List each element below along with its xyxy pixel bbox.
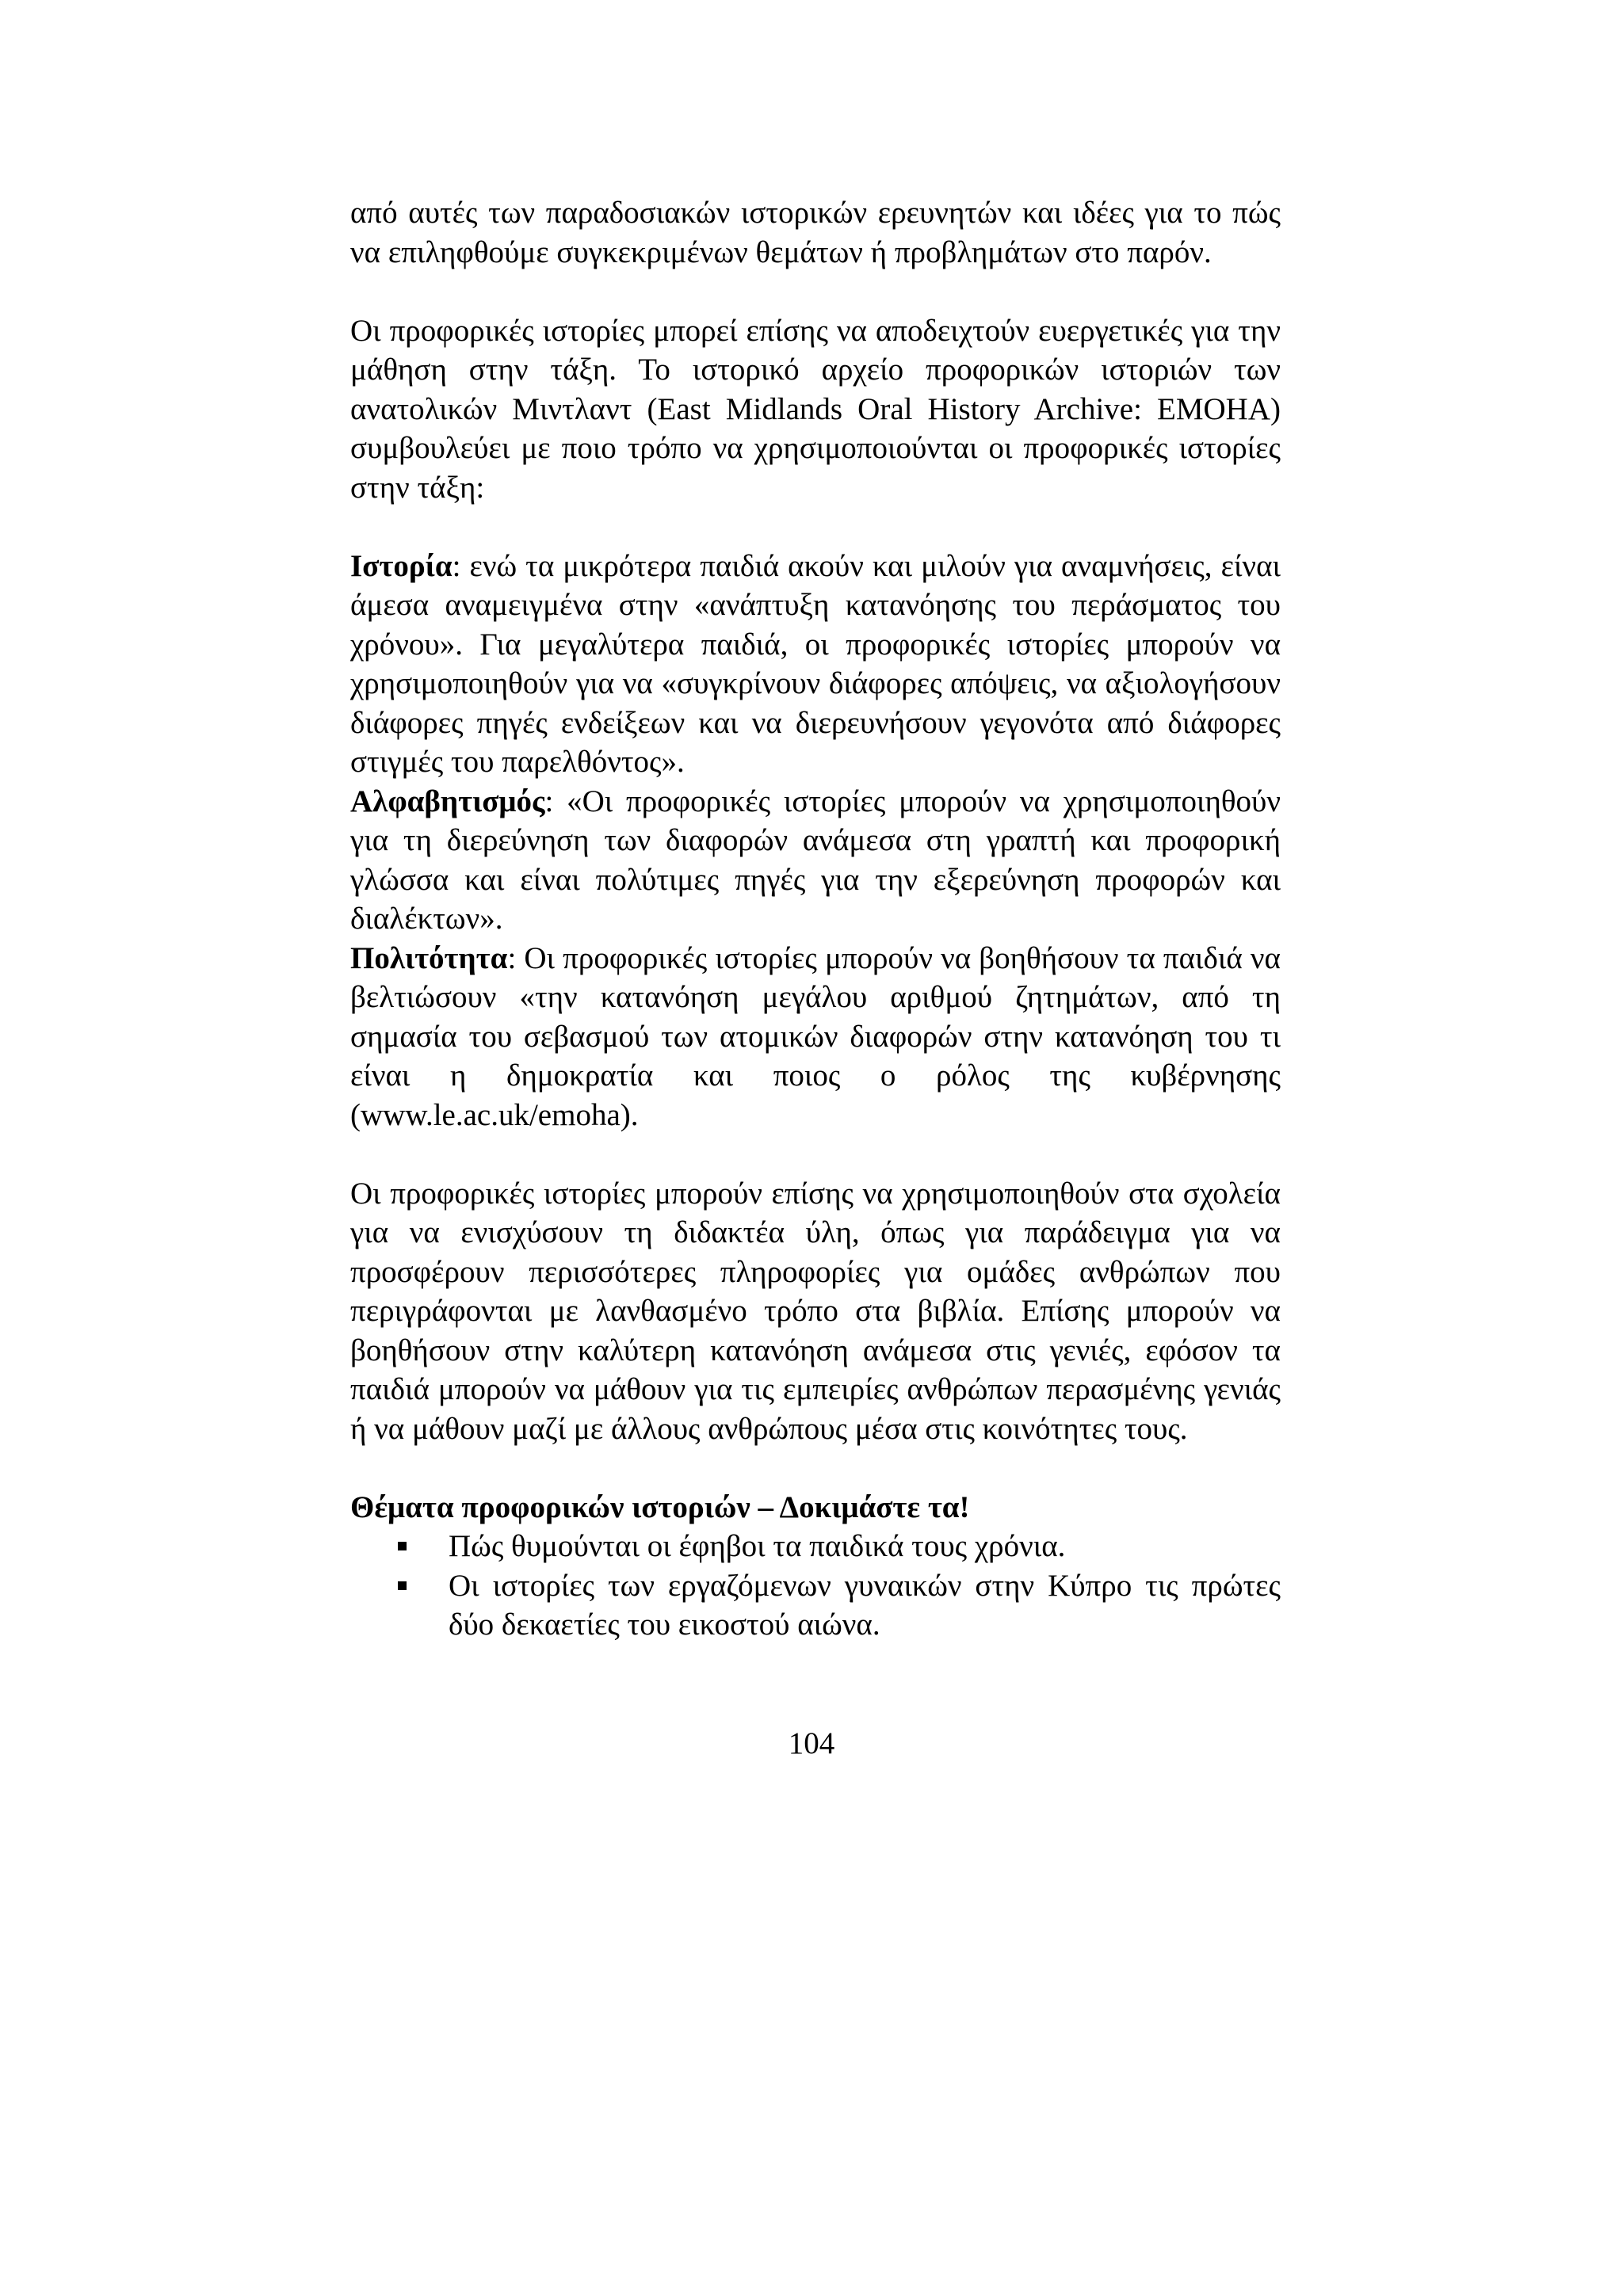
square-bullet-icon: [398, 1581, 407, 1590]
topics-list: [350, 1527, 1281, 1645]
subject-term-history: Ιστορία: [350, 548, 453, 583]
subject-term-citizenship: Πολιτότητα: [350, 940, 508, 975]
list-item-text: Οι ιστορίες των εργαζόμενων γυναικών στην Κύπρο τις πρώτες δύο δεκαετίες του εικοστού αιώνα.: [449, 1568, 1281, 1642]
subject-text-citizenship: : Οι προφορικές ιστορίες μπορούν να βοηθήσουν τα παιδιά να βελτιώσουν «την κατανόηση μεγάλου αριθμού ζητημάτων, από τη σημασία του σεβασμού των ατομικών διαφορών στην κατανόηση του τι είναι η δημοκρατία και ποιος ο ρόλος της κυβέρνησης (www.le.ac.uk/emoha).: [350, 940, 1281, 1132]
subject-literacy: [350, 782, 1281, 939]
page-number: 104: [788, 1726, 835, 1760]
list-item-text: Πώς θυμούνται οι έφηβοι τα παιδικά τους χρόνια.: [449, 1529, 1066, 1563]
square-bullet-icon: [398, 1542, 407, 1550]
paragraph-intro-continuation: από αυτές των παραδοσιακών ιστορικών ερευνητών και ιδέες για το πώς να επιληφθούμε συγκεκριμένων θεμάτων ή προβλημάτων στο παρόν.: [350, 196, 1281, 269]
subject-term-literacy: Αλφαβητισμός: [350, 784, 545, 818]
paragraph-spacer: [350, 1448, 1281, 1488]
paragraph-spacer: [350, 272, 1281, 311]
paragraph-schools: Οι προφορικές ιστορίες μπορούν επίσης να χρησιμοποιηθούν στα σχολεία για να ενισχύσουν τη διδακτέα ύλη, όπως για παράδειγμα για να προσφέρουν περισσότερες πληροφορίες για ομάδες ανθρώπων που περιγράφονται με λανθασμένο τρόπο στα βιβλία. Επίσης μπορούν να βοηθήσουν στην καλύτερη κατανόηση ανάμεσα στις γενιές, εφόσον τα παιδιά μπορούν να μάθουν για τις εμπειρίες ανθρώπων περασμένης γενιάς ή να μάθουν μαζί με άλλους ανθρώπους μέσα στις κοινότητες τους.: [350, 1176, 1281, 1446]
subject-citizenship: [350, 939, 1281, 1135]
paragraph-classroom-learning: Οι προφορικές ιστορίες μπορεί επίσης να αποδειχτούν ευεργετικές για την μάθηση στην τάξη. Το ιστορικό αρχείο προφορικών ιστοριών των ανατολικών Μιντλαντ (East Midlands Oral History Archive: EMOHA) συμβουλεύει με ποιο τρόπο να χρησιμοποιούνται οι προφορικές ιστορίες στην τάξη:: [350, 313, 1281, 505]
list-item: [350, 1527, 1281, 1566]
paragraph-spacer: [350, 507, 1281, 547]
page-body: [350, 193, 1281, 1645]
subject-history: [350, 547, 1281, 782]
topics-heading: Θέματα προφορικών ιστοριών – Δοκιμάστε τα!: [350, 1489, 970, 1524]
paragraph-spacer: [350, 1135, 1281, 1174]
subject-text-history: : ενώ τα μικρότερα παιδιά ακούν και μιλούν για αναμνήσεις, είναι άμεσα αναμειγμένα στην «ανάπτυξη κατανόησης του περάσματος του χρόνου». Για μεγαλύτερα παιδιά, οι προφορικές ιστορίες μπορούν να χρησιμοποιηθούν για να «συγκρίνουν διάφορες απόψεις, να αξιολογήσουν διάφορες πηγές ενδείξεων και να διερευνήσουν γεγονότα από διάφορες στιγμές του παρελθόντος».: [350, 548, 1281, 779]
subject-text-literacy: : «Οι προφορικές ιστορίες μπορούν να χρησιμοποιηθούν για τη διερεύνηση των διαφορών ανάμεσα στη γραπτή και προφορική γλώσσα και είναι πολύτιμες πηγές για την εξερεύνηση προφορών και διαλέκτων».: [350, 784, 1281, 936]
list-item: [350, 1566, 1281, 1645]
